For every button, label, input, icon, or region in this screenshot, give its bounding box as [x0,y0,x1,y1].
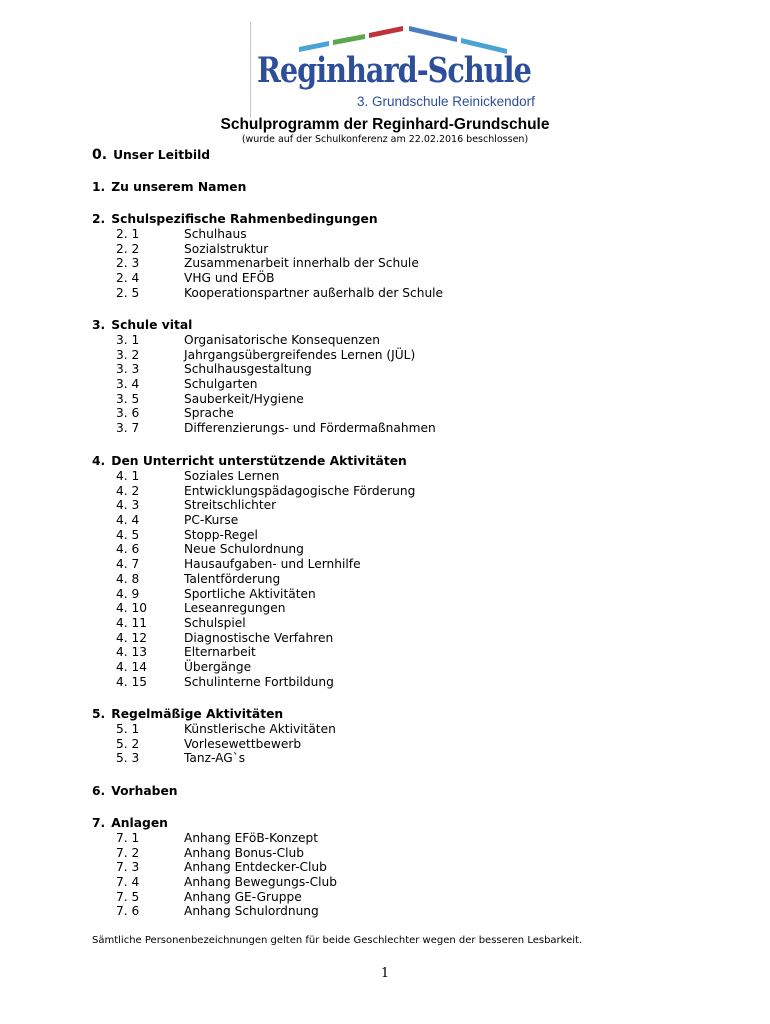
item-label: Entwicklungspädagogische Förderung [184,483,416,498]
item-label: Hausaufgaben- und Lernhilfe [184,557,361,572]
item-number: 5. 3 [116,751,140,766]
item-label: Streitschlichter [184,498,277,513]
item-number: 7. 3 [116,860,140,875]
item-label: Vorlesewettbewerb [184,736,302,751]
section-heading [92,707,336,722]
item-number: 4. 15 [116,674,148,689]
list-item [92,256,443,271]
list-item [92,333,436,348]
list-item [92,392,436,407]
item-number: 4. 7 [116,557,140,572]
item-number: 4. 5 [116,527,140,542]
item-number: 7. 1 [116,831,140,845]
list-item [92,362,436,377]
section-0 [92,148,210,163]
list-item [92,227,443,242]
list-item [92,484,415,499]
section-label: Schule vital [111,318,193,332]
section-7 [92,816,337,919]
item-label: Anhang GE-Gruppe [184,889,302,904]
list-item [92,737,336,752]
item-label: Kooperationspartner außerhalb der Schule [184,285,444,300]
section-label: Den Unterricht unterstützende Aktivitäten [111,454,407,468]
document-title: Schulprogramm der Reginhard-Grundschule [220,116,550,133]
item-label: Schulgarten [184,377,258,392]
list-item [92,572,415,587]
section-heading [92,816,337,831]
item-label: Anhang Entdecker-Club [184,860,327,875]
section-4 [92,454,415,689]
item-label: Sozialstruktur [184,241,269,256]
section-1 [92,180,246,195]
item-number: 3. 4 [116,377,140,392]
list-item [92,377,436,392]
item-number: 4. 8 [116,571,140,586]
school-logo [250,22,535,118]
item-label: Schulinterne Fortbildung [184,674,334,689]
list-item [92,645,415,660]
item-label: Übergänge [184,659,252,674]
list-item [92,751,336,766]
item-label: Schulspiel [184,615,246,630]
list-item [92,675,415,690]
item-label: Sportliche Aktivitäten [184,586,316,601]
section-3 [92,318,436,436]
item-label: VHG und EFÖB [184,271,275,286]
item-label: Zusammenarbeit innerhalb der Schule [184,256,419,271]
section-2 [92,212,443,300]
section-heading [92,180,246,195]
item-label: Differenzierungs- und Fördermaßnahmen [184,421,436,436]
item-number: 4. 14 [116,659,148,674]
section-number: 6. [92,784,106,798]
item-label: Talentförderung [184,571,281,586]
item-label: Leseanregungen [184,601,286,616]
list-item [92,601,415,616]
item-number: 3. 7 [116,421,140,436]
item-number: 7. 4 [116,875,140,890]
item-label: Anhang Bonus-Club [184,845,304,860]
item-number: 5. 2 [116,736,140,751]
item-label: Künstlerische Aktivitäten [184,722,336,736]
section-number: 4. [92,454,106,468]
item-number: 2. 3 [116,256,140,271]
list-item [92,513,415,528]
list-item [92,498,415,513]
item-label: Anhang EFöB-Konzept [184,831,319,845]
item-label: Sprache [184,406,234,421]
item-number: 4. 3 [116,498,140,513]
item-number: 4. 6 [116,542,140,557]
item-label: Diagnostische Verfahren [184,630,334,645]
item-number: 5. 1 [116,722,140,736]
list-item [92,406,436,421]
list-item [92,469,415,484]
item-number: 4. 9 [116,586,140,601]
item-number: 2. 4 [116,271,140,286]
item-label: Anhang Schulordnung [184,904,319,919]
list-item [92,660,415,675]
section-5 [92,707,336,766]
item-number: 7. 5 [116,889,140,904]
section-number: 2. [92,212,106,226]
list-item [92,421,436,436]
item-label: Sauberkeit/Hygiene [184,391,304,406]
item-label: Organisatorische Konsequenzen [184,333,381,347]
logo-title: Reginhard-Schule [257,50,531,91]
item-number: 4. 2 [116,483,140,498]
section-number: 0. [92,147,108,163]
item-number: 3. 5 [116,391,140,406]
item-number: 7. 6 [116,904,140,919]
list-item [92,616,415,631]
section-number: 7. [92,816,106,830]
item-number: 3. 6 [116,406,140,421]
list-item [92,860,337,875]
section-label: Schulspezifische Rahmenbedingungen [111,212,378,226]
section-label: Regelmäßige Aktivitäten [111,707,284,721]
section-heading [92,454,415,469]
item-label: Schulhausgestaltung [184,362,312,377]
list-item [92,557,415,572]
item-number: 4. 4 [116,513,140,528]
item-number: 4. 13 [116,645,148,660]
item-number: 2. 5 [116,285,140,300]
list-item [92,904,337,919]
section-label: Anlagen [111,816,168,830]
item-label: Soziales Lernen [184,469,280,483]
section-number: 3. [92,318,106,332]
item-number: 4. 10 [116,601,148,616]
section-heading [92,148,210,163]
list-item [92,631,415,646]
item-label: Stopp-Regel [184,527,258,542]
section-heading [92,318,436,333]
item-label: Tanz-AG`s [184,751,246,766]
item-number: 4. 12 [116,630,148,645]
item-label: Neue Schulordnung [184,542,304,557]
section-heading [92,212,443,227]
section-6 [92,784,178,799]
item-number: 4. 11 [116,615,148,630]
item-number: 2. 1 [116,227,140,241]
list-item [92,587,415,602]
item-number: 2. 2 [116,241,140,256]
list-item [92,242,443,257]
list-item [92,875,337,890]
list-item [92,348,436,363]
list-item [92,831,337,846]
section-number: 1. [92,180,106,194]
section-label: Unser Leitbild [113,148,211,162]
footnote: Sämtliche Personenbezeichnungen gelten für beide Geschlechter wegen der besseren Lesbarkeit. [92,935,583,946]
list-item [92,286,443,301]
item-label: Elternarbeit [184,645,256,660]
section-number: 5. [92,707,106,721]
item-label: PC-Kurse [184,513,239,528]
item-number: 3. 3 [116,362,140,377]
item-label: Jahrgangsübergreifendes Lernen (JÜL) [184,347,416,362]
list-item [92,846,337,861]
list-item [92,271,443,286]
section-heading [92,784,178,799]
section-label: Vorhaben [111,784,178,798]
list-item [92,528,415,543]
document-subtitle: (wurde auf der Schulkonferenz am 22.02.2016 beschlossen) [241,134,529,145]
item-label: Anhang Bewegungs-Club [184,875,337,890]
item-number: 7. 2 [116,845,140,860]
item-number: 3. 1 [116,333,140,347]
item-label: Schulhaus [184,227,247,241]
list-item [92,890,337,905]
list-item [92,542,415,557]
page-number: 1 [380,966,390,981]
logo-subtitle: 3. Grundschule Reinickendorf [357,94,535,109]
section-label: Zu unserem Namen [111,180,247,194]
list-item [92,722,336,737]
item-number: 4. 1 [116,469,140,483]
item-number: 3. 2 [116,347,140,362]
